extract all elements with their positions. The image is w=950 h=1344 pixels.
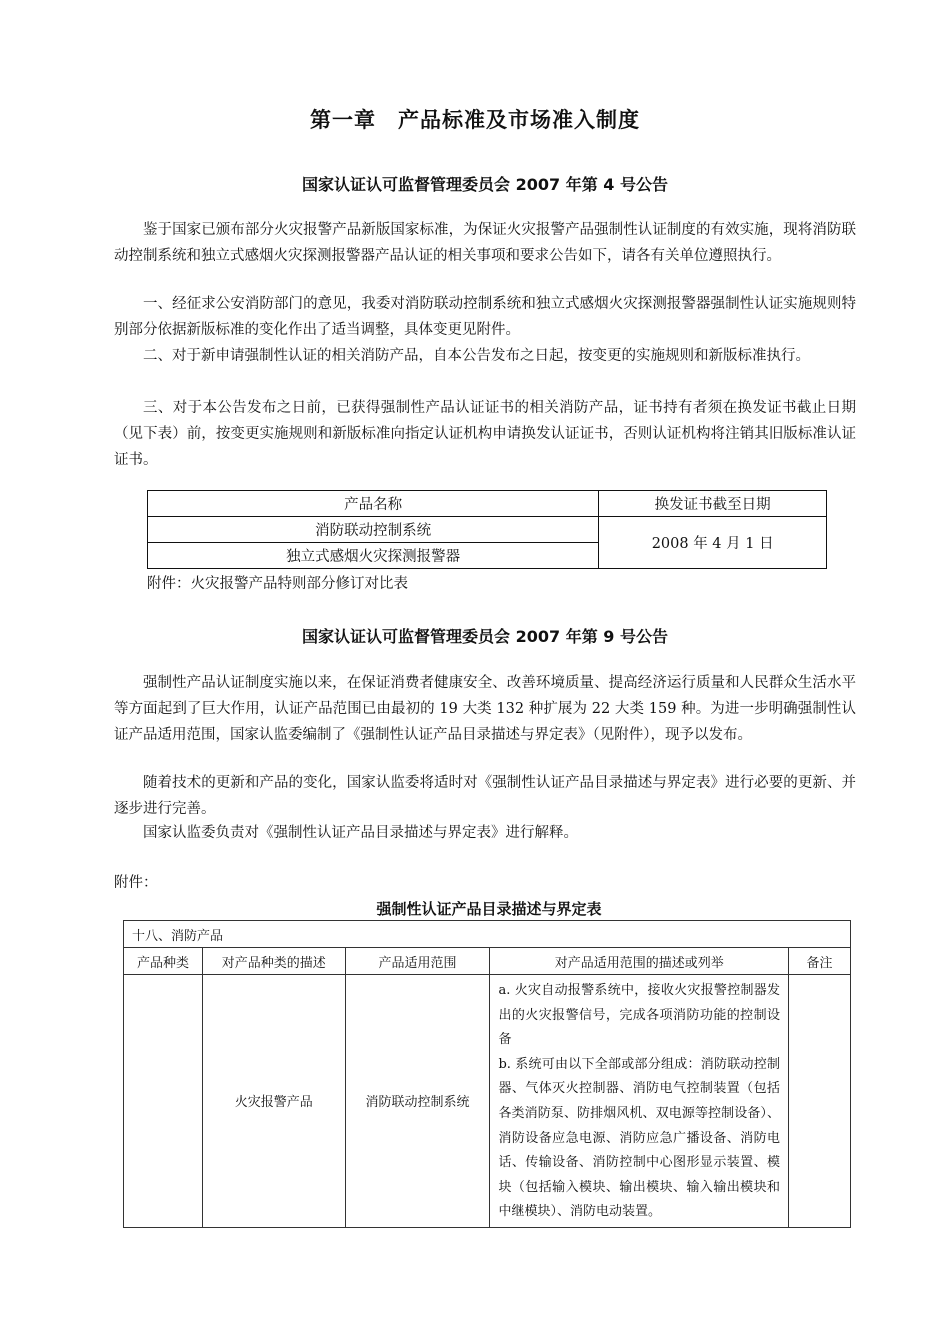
catalog-table [123, 920, 851, 1228]
column-header-deadline: 换发证书截至日期 [599, 491, 827, 517]
deadline-cell: 2008 年 4 月 1 日 [599, 517, 827, 569]
chapter-title: 第一章 产品标准及市场准入制度 [310, 108, 640, 132]
product-type-cell [124, 975, 203, 1228]
scope-cell: 消防联动控制系统 [345, 975, 490, 1228]
remark-cell [789, 975, 851, 1228]
notice-2-paragraph: 国家认监委负责对《强制性认证产品目录描述与界定表》进行解释。 [143, 825, 578, 841]
type-description-cell: 火灾报警产品 [202, 975, 345, 1228]
notice-1-paragraph: 三、对于本公告发布之日前，已获得强制性产品认证证书的相关消防产品，证书持有者须在换发证书截止日期（见下表）前，按变更实施规则和新版标准向指定认证机构申请换发认证证书，否则认证机构将注销其旧版标准认证证书。 [114, 400, 856, 468]
column-header: 对产品适用范围的描述或列举 [490, 948, 789, 975]
scope-description-a: a. 火灾自动报警系统中，接收火灾报警控制器发出的火灾报警信号，完成各项消防功能的控制设备 [498, 983, 781, 1048]
notice-1-paragraph: 一、经征求公安消防部门的意见，我委对消防联动控制系统和独立式感烟火灾探测报警器强制性认证实施规则特别部分依据新版标准的变化作出了适当调整，具体变更见附件。 [114, 296, 856, 338]
certificate-deadline-table [147, 490, 827, 569]
notice-2-attachment-label: 附件： [114, 875, 158, 891]
notice-1-paragraph: 鉴于国家已颁布部分火灾报警产品新版国家标准，为保证火灾报警产品强制性认证制度的有效实施，现将消防联动控制系统和独立式感烟火灾探测报警器产品认证的相关事项和要求公告如下，请各有关单位遵照执行。 [114, 222, 856, 264]
notice-1-paragraph: 二、对于新申请强制性认证的相关消防产品，自本公告发布之日起，按变更的实施规则和新版标准执行。 [143, 348, 810, 364]
scope-description-cell [490, 975, 789, 1228]
product-name-cell: 消防联动控制系统 [148, 517, 599, 543]
catalog-table-title: 强制性认证产品目录描述与界定表 [376, 900, 602, 918]
notice-2-title: 国家认证认可监督管理委员会 2007 年第 9 号公告 [302, 627, 668, 646]
column-header: 产品适用范围 [345, 948, 490, 975]
column-header: 产品种类 [124, 948, 203, 975]
category-row [124, 921, 851, 948]
table-row [148, 517, 827, 543]
table-header-row [148, 491, 827, 517]
column-header-product: 产品名称 [148, 491, 599, 517]
product-name-cell: 独立式感烟火灾探测报警器 [148, 543, 599, 569]
column-header: 备注 [789, 948, 851, 975]
notice-2-paragraph: 随着技术的更新和产品的变化，国家认监委将适时对《强制性认证产品目录描述与界定表》进行必要的更新、并逐步进行完善。 [114, 775, 856, 817]
notice-2-paragraph: 强制性产品认证制度实施以来，在保证消费者健康安全、改善环境质量、提高经济运行质量和人民群众生活水平等方面起到了巨大作用，认证产品范围已由最初的 19 大类 132 种扩展为 22 大类 159 种。为进一步明确强制性认证产品适用范围，国家认监委编制了《强制性认证产品目录描述与界定表》（见附件），现予以发布。 [114, 675, 856, 743]
notice-1-attachment: 附件：火灾报警产品特则部分修订对比表 [147, 576, 408, 592]
table-header-row [124, 948, 851, 975]
column-header: 对产品种类的描述 [202, 948, 345, 975]
category-cell: 十八、消防产品 [124, 921, 851, 948]
scope-description-b: b. 系统可由以下全部或部分组成：消防联动控制器、气体灭火控制器、消防电气控制装置（包括各类消防泵、防排烟风机、双电源等控制设备）、消防设备应急电源、消防应急广播设备、消防电话、传输设备、消防控制中心图形显示装置、模块（包括输入模块、输出模块、输入输出模块和中继模块）、消防电动装置。 [498, 1056, 781, 1220]
table-row [124, 975, 851, 1228]
notice-1-title: 国家认证认可监督管理委员会 2007 年第 4 号公告 [302, 175, 668, 194]
